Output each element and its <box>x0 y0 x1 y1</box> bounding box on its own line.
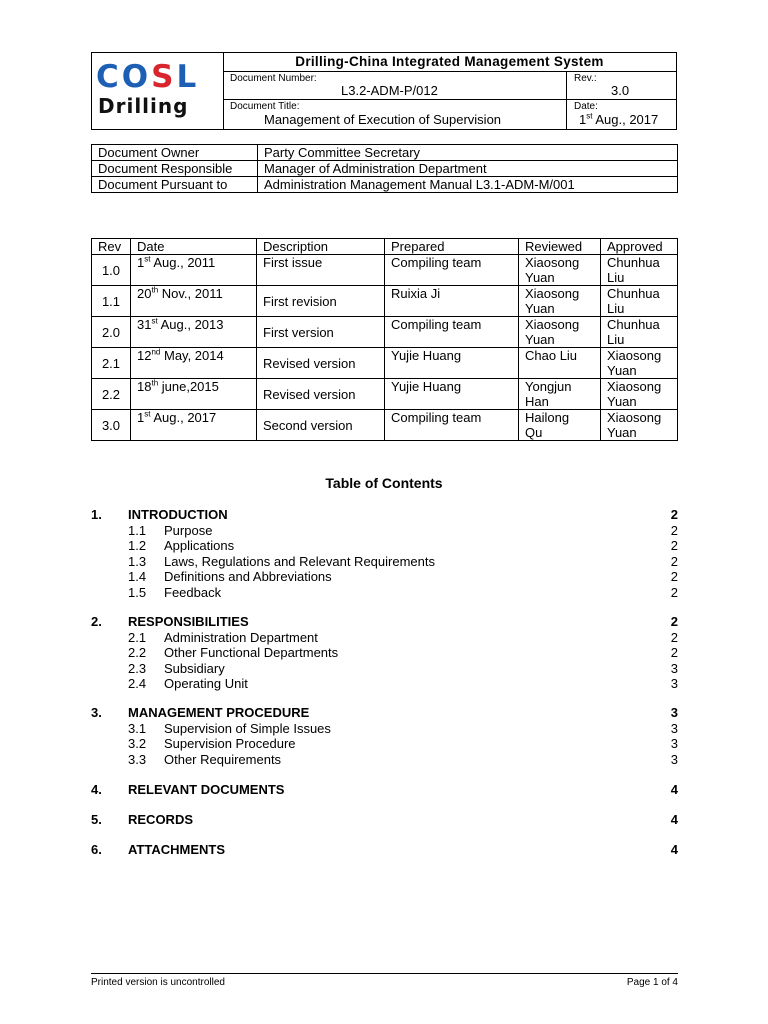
toc-subsection-title: Supervision of Simple Issues <box>164 720 331 736</box>
toc-subsection-page: 3 <box>670 660 678 676</box>
date-suffix: st <box>151 316 158 326</box>
approved-line-1: Xiaosong <box>607 410 662 425</box>
toc-section-number: 5. <box>91 812 102 827</box>
toc-subsection-line <box>91 645 678 661</box>
prepared-cell: Compiling team <box>385 410 519 441</box>
logo-cosl-text <box>96 59 199 95</box>
toc-section-number: 3. <box>91 705 102 720</box>
toc-subsection-line <box>91 554 678 570</box>
toc-subsection-title: Purpose <box>164 522 213 538</box>
toc-subsection-number: 3.2 <box>128 736 147 751</box>
toc-section-page: 2 <box>670 507 678 522</box>
date-label: Date: <box>574 101 598 112</box>
date-cell <box>131 379 257 410</box>
reviewed-line-2: Han <box>525 394 549 409</box>
toc-subsection-line <box>91 752 678 768</box>
document-number-label: Document Number: <box>230 73 317 84</box>
table-row <box>92 161 678 177</box>
toc-subsection-title: Applications <box>164 538 235 553</box>
table-row <box>92 348 678 379</box>
logo-drilling-text: Drilling <box>98 94 189 118</box>
toc-subsection-number: 2.4 <box>128 676 147 691</box>
revision-rows <box>92 255 678 441</box>
approved-line-1: Chunhua <box>607 317 660 332</box>
rev-cell: 2.1 <box>92 348 131 379</box>
toc-section-title: ATTACHMENTS <box>128 842 226 857</box>
toc-subsection-page: 3 <box>670 676 678 691</box>
toc-section-page: 3 <box>670 705 678 720</box>
toc-subsection-number: 1.1 <box>128 522 147 538</box>
rev-cell: 1.1 <box>92 286 131 317</box>
reviewed-line-2: Yuan <box>525 332 555 347</box>
logo-letter: O <box>121 59 152 95</box>
toc-section-line <box>91 842 678 858</box>
toc-section-title: INTRODUCTION <box>128 507 228 522</box>
toc-subsection-line <box>91 523 678 539</box>
approved-line-2: Liu <box>607 332 625 347</box>
description-cell: Second version <box>257 410 385 441</box>
toc-subsection-number: 1.5 <box>128 584 147 600</box>
logo-letter: L <box>176 59 200 95</box>
approved-line-2: Yuan <box>607 394 637 409</box>
reviewed-line-1: Xiaosong <box>525 286 580 301</box>
toc-subsection-line <box>91 569 678 585</box>
toc-subsection-title: Other Functional Departments <box>164 645 339 660</box>
approved-line-2: Yuan <box>607 425 637 440</box>
toc-subsection-title: Administration Department <box>164 629 318 645</box>
toc-subsection-number: 1.3 <box>128 553 147 569</box>
date-day: 1 <box>137 255 145 270</box>
date-rest: june,2015 <box>158 379 219 394</box>
toc-subsection-number: 1.4 <box>128 569 147 584</box>
description-cell: First version <box>257 317 385 348</box>
toc-subsection-title: Feedback <box>164 584 222 600</box>
approved-cell <box>601 348 678 379</box>
toc-subsection-number: 1.2 <box>128 538 147 553</box>
date-day: 1 <box>137 410 145 425</box>
table-row <box>92 286 678 317</box>
owner-value: Party Committee Secretary <box>258 145 678 161</box>
date-suffix: st <box>144 409 151 419</box>
toc-subsection-title: Other Requirements <box>164 751 282 767</box>
toc-section-title: RELEVANT DOCUMENTS <box>128 782 285 797</box>
toc-section-number: 2. <box>91 614 102 629</box>
responsible-key: Document Responsible <box>92 161 258 177</box>
date-rest: May, 2014 <box>160 348 224 363</box>
description-cell: First issue <box>257 255 385 286</box>
document-title-label: Document Title: <box>230 101 300 112</box>
approved-cell <box>601 286 678 317</box>
toc-section-title: MANAGEMENT PROCEDURE <box>128 705 310 720</box>
col-header-rev: Rev <box>92 239 131 255</box>
rev-cell: 2.0 <box>92 317 131 348</box>
prepared-cell: Yujie Huang <box>385 348 519 379</box>
toc-subsection-number: 2.1 <box>128 629 147 645</box>
approved-line-2: Liu <box>607 301 625 316</box>
toc-subsection-title: Supervision Procedure <box>164 736 296 751</box>
reviewed-line-1: Yongjun <box>525 379 572 394</box>
col-header-reviewed: Reviewed <box>519 239 601 255</box>
date-day: 20 <box>137 286 152 301</box>
toc-subsection-page: 2 <box>670 538 678 553</box>
toc-subsection-page: 3 <box>670 751 678 767</box>
document-date: 1st Aug., 2017 <box>579 111 659 127</box>
table-row <box>92 379 678 410</box>
approved-line-1: Chunhua <box>607 255 660 270</box>
approved-line-2: Liu <box>607 270 625 285</box>
reviewed-line-1: Hailong <box>525 410 570 425</box>
col-header-description: Description <box>257 239 385 255</box>
revision-label: Rev.: <box>574 73 597 84</box>
toc-subsection-page: 2 <box>670 645 678 660</box>
toc-subsection-line <box>91 538 678 554</box>
col-header-prepared: Prepared <box>385 239 519 255</box>
toc-subsection-title: Operating Unit <box>164 676 248 691</box>
toc-section-number: 6. <box>91 842 102 857</box>
document-number: L3.2-ADM-P/012 <box>341 83 438 98</box>
toc-subsection-title: Laws, Regulations and Relevant Requirements <box>164 553 435 569</box>
date-cell <box>131 317 257 348</box>
toc-section-title: RESPONSIBILITIES <box>128 614 249 629</box>
pursuant-value: Administration Management Manual L3.1-ADM-M/001 <box>258 177 678 193</box>
reviewed-cell <box>519 317 601 348</box>
toc-subsection-page: 2 <box>670 553 678 569</box>
table-row <box>92 177 678 193</box>
toc-section-title: RECORDS <box>128 812 194 827</box>
rev-cell: 2.2 <box>92 379 131 410</box>
toc-subsection-page: 2 <box>670 522 678 538</box>
pursuant-key: Document Pursuant to <box>92 177 258 193</box>
toc-subsection-page: 2 <box>670 629 678 645</box>
owner-key: Document Owner <box>92 145 258 161</box>
toc-section-number: 4. <box>91 782 102 797</box>
reviewed-line-1: Chao Liu <box>525 348 578 363</box>
reviewed-line-1: Xiaosong <box>525 317 580 332</box>
date-day: 12 <box>137 348 152 363</box>
date-day: 31 <box>137 317 152 332</box>
date-cell <box>131 348 257 379</box>
page-number: Page 1 of 4 <box>626 977 678 988</box>
rev-cell: 3.0 <box>92 410 131 441</box>
reviewed-cell <box>519 255 601 286</box>
toc-subsection-number: 3.3 <box>128 751 147 767</box>
approved-line-1: Xiaosong <box>607 379 662 394</box>
toc-heading: Table of Contents <box>325 475 443 491</box>
description-cell: First revision <box>257 286 385 317</box>
toc-section-number: 1. <box>91 507 102 522</box>
toc-subsection-line <box>91 721 678 737</box>
approved-cell <box>601 255 678 286</box>
date-suffix: nd <box>151 347 161 357</box>
responsible-value: Manager of Administration Department <box>258 161 678 177</box>
date-suffix: th <box>151 285 159 295</box>
toc-subsection-line <box>91 736 678 752</box>
approved-line-1: Chunhua <box>607 286 660 301</box>
toc-subsection-title: Definitions and Abbreviations <box>164 569 332 584</box>
toc-section-line <box>91 507 678 523</box>
document-owner-table <box>91 144 678 193</box>
toc-section-line <box>91 782 678 798</box>
reviewed-cell <box>519 379 601 410</box>
toc-subsection-line <box>91 676 678 692</box>
reviewed-cell <box>519 286 601 317</box>
reviewed-cell <box>519 348 601 379</box>
table-header-row <box>92 239 678 255</box>
date-cell <box>567 100 676 129</box>
system-title: Drilling-China Integrated Management System <box>223 53 676 72</box>
toc-subsection-number: 3.1 <box>128 720 147 736</box>
date-cell <box>131 410 257 441</box>
toc-section-page: 4 <box>670 842 678 857</box>
date-rest: Aug., 2013 <box>157 317 224 332</box>
reviewed-line-2: Yuan <box>525 270 555 285</box>
prepared-cell: Ruixia Ji <box>385 286 519 317</box>
document-title: Management of Execution of Supervision <box>264 112 502 127</box>
toc-subsection-page: 3 <box>670 736 678 751</box>
date-rest: Aug., 2017 <box>150 410 217 425</box>
toc-subsection-title: Subsidiary <box>164 660 225 676</box>
date-rest: Nov., 2011 <box>158 286 223 301</box>
prepared-cell: Yujie Huang <box>385 379 519 410</box>
toc-subsection-line <box>91 585 678 601</box>
approved-cell <box>601 410 678 441</box>
table-row <box>92 145 678 161</box>
toc-subsection-page: 2 <box>670 584 678 600</box>
table-row <box>92 317 678 348</box>
toc-subsection-page: 2 <box>670 569 678 584</box>
toc-subsection-line <box>91 630 678 646</box>
rev-cell: 1.0 <box>92 255 131 286</box>
footer-divider <box>91 973 678 974</box>
footer-note: Printed version is uncontrolled <box>91 977 225 988</box>
company-logo <box>92 53 224 129</box>
document-header <box>91 52 677 130</box>
toc-section-page: 2 <box>670 614 678 629</box>
document-number-cell <box>223 72 567 100</box>
date-rest: Aug., 2011 <box>150 255 216 270</box>
prepared-cell: Compiling team <box>385 255 519 286</box>
toc-section-line <box>91 812 678 828</box>
logo-letter: S <box>151 59 177 95</box>
approved-line-1: Xiaosong <box>607 348 662 363</box>
toc-section-page: 4 <box>670 782 678 797</box>
date-cell <box>131 255 257 286</box>
toc-section-line <box>91 705 678 721</box>
prepared-cell: Compiling team <box>385 317 519 348</box>
col-header-date: Date <box>131 239 257 255</box>
date-suffix: th <box>151 378 159 388</box>
date-cell <box>131 286 257 317</box>
description-cell: Revised version <box>257 348 385 379</box>
reviewed-cell <box>519 410 601 441</box>
document-title-cell <box>223 100 567 129</box>
approved-cell <box>601 317 678 348</box>
toc-section-line <box>91 614 678 630</box>
date-suffix: st <box>144 254 151 264</box>
toc-subsection-number: 2.2 <box>128 645 147 660</box>
approved-cell <box>601 379 678 410</box>
approved-line-2: Yuan <box>607 363 637 378</box>
date-day: 18 <box>137 379 152 394</box>
description-cell: Revised version <box>257 379 385 410</box>
toc-section-page: 4 <box>670 812 678 827</box>
revision-number: 3.0 <box>611 83 630 98</box>
reviewed-line-1: Xiaosong <box>525 255 580 270</box>
table-row <box>92 255 678 286</box>
revision-cell <box>567 72 676 100</box>
toc-subsection-line <box>91 661 678 677</box>
revision-history-table <box>91 238 678 441</box>
reviewed-line-2: Qu <box>525 425 543 440</box>
logo-letter: C <box>96 59 122 95</box>
table-row <box>92 410 678 441</box>
reviewed-line-2: Yuan <box>525 301 555 316</box>
col-header-approved: Approved <box>601 239 678 255</box>
toc-subsection-number: 2.3 <box>128 660 147 676</box>
toc-subsection-page: 3 <box>670 720 678 736</box>
